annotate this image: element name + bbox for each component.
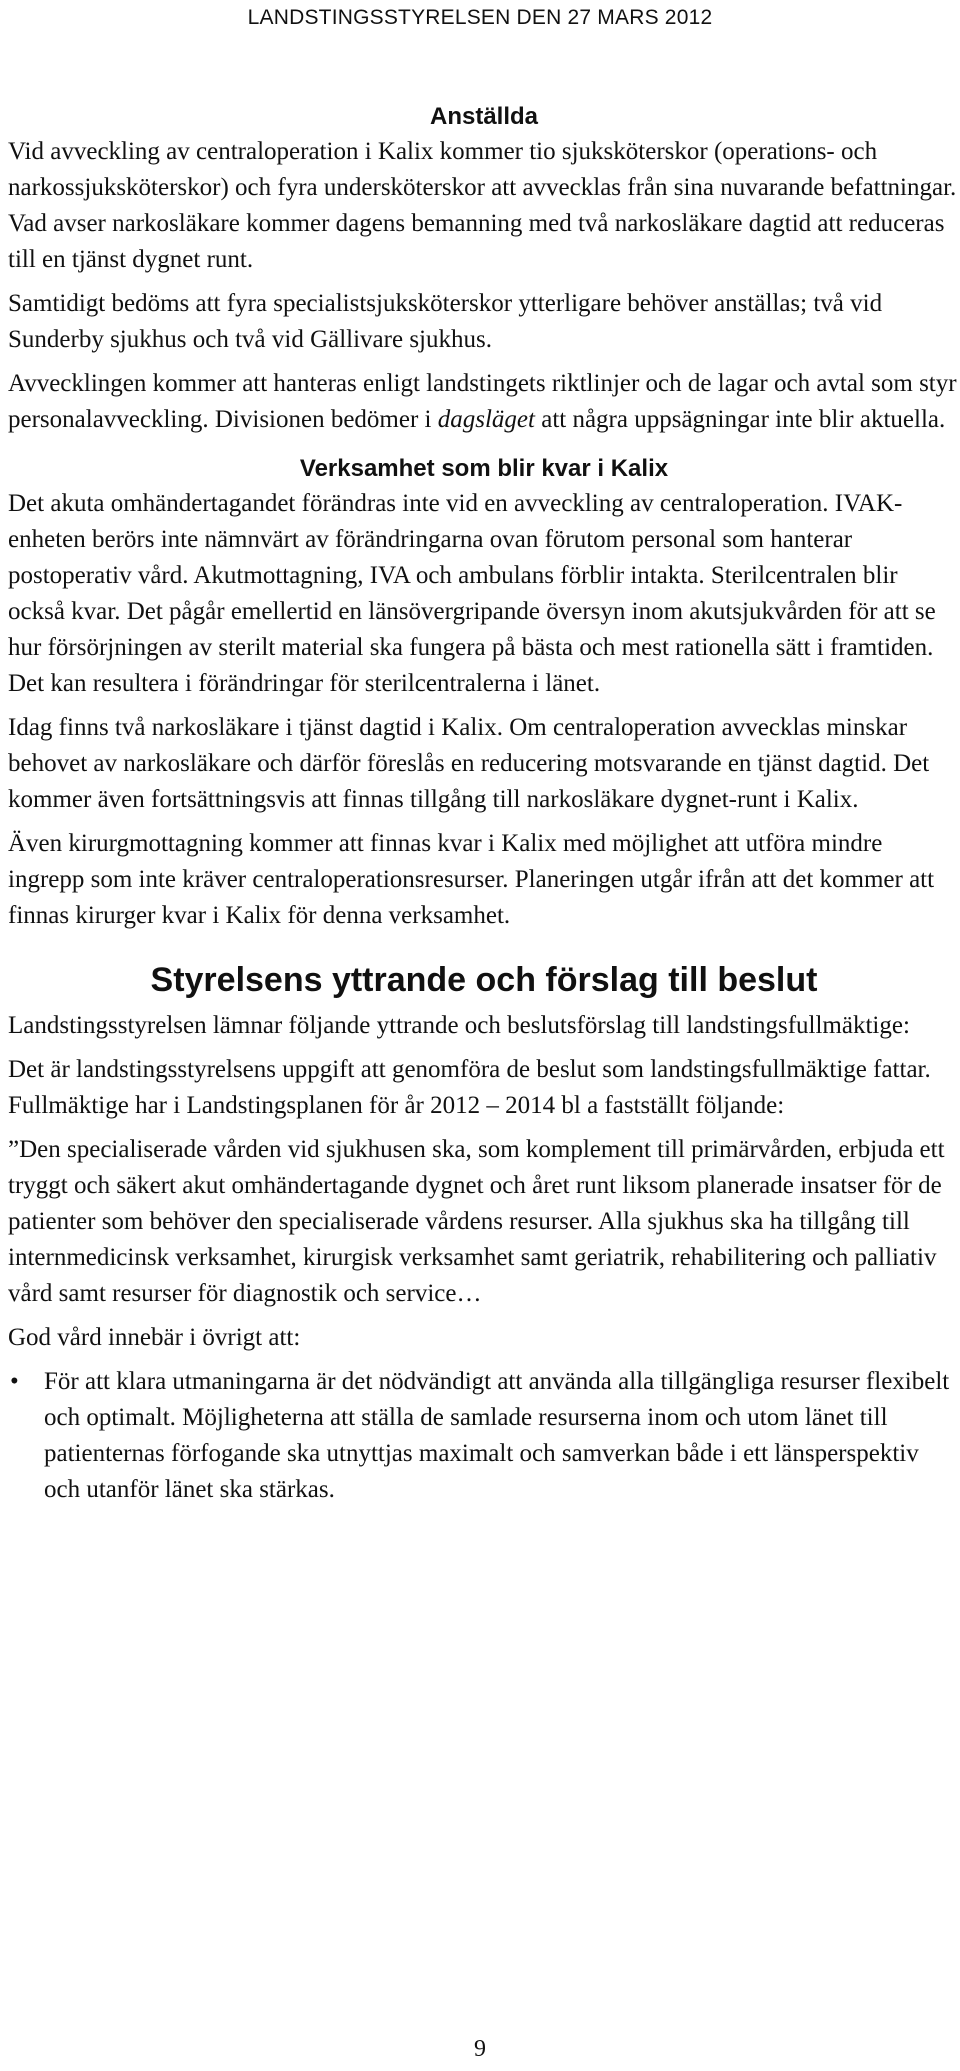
page-header: LANDSTINGSSTYRELSEN DEN 27 MARS 2012	[247, 6, 713, 29]
quote-paragraph: ”Den specialiserade vården vid sjukhusen ska, som komplement till primärvården, erbjuda ett tryggt och säkert akut omhändertagande dygnet och året runt liksom planerade insatser för de patienter som behöver den specialiserade vårdens resurser. Alla sjukhus ska ha tillgång till internmedicinsk verksamhet, kirurgisk verksamhet samt geriatrik, rehabilitering och palliativ vård samt resurser för diagnostik och service…	[8, 1136, 945, 1307]
paragraph: Vid avveckling av centraloperation i Kalix kommer tio sjuksköterskor (operations- och narkossjuksköterskor) och fyra undersköterskor att avvecklas från sina nuvarande befattningar. Vad avser narkosläkare kommer dagens bemanning med två narkosläkare dagtid att reduceras till en tjänst dygnet runt.	[8, 138, 957, 273]
paragraph: Även kirurgmottagning kommer att finnas kvar i Kalix med möjlighet att utföra mindre ingrepp som inte kräver centraloperationsresurser. Planeringen utgår ifrån att det kommer att finnas kirurger kvar i Kalix för denna verksamhet.	[8, 830, 935, 929]
text-run: att några uppsägningar inte blir aktuella.	[534, 406, 946, 433]
paragraph: Det är landstingsstyrelsens uppgift att genomföra de beslut som landstingsfullmäktige fattar. Fullmäktige har i Landstingsplanen för år 2012 – 2014 bl a fastställt följande:	[8, 1056, 931, 1119]
paragraph	[8, 366, 960, 438]
paragraph: Samtidigt bedöms att fyra specialistsjuksköterskor ytterligare behöver anställas; två vid Sunderby sjukhus och två vid Gällivare sjukhus.	[8, 290, 883, 353]
section-heading-verksamhet: Verksamhet som blir kvar i Kalix	[299, 455, 669, 482]
list-item	[8, 1364, 960, 1508]
page-number: 9	[474, 2036, 486, 2062]
bullet-icon: •	[10, 1368, 19, 1395]
bullet-list	[8, 1364, 960, 1508]
emphasized-text: dagsläget	[437, 406, 535, 433]
paragraph: God vård innebär i övrigt att:	[8, 1324, 301, 1351]
text-run: Avvecklingen kommer att hanteras enligt landstingets riktlinjer och de lagar och avtal som styr personalavveckling. Divisionen bedömer i	[8, 370, 957, 433]
list-item-text: För att klara utmaningarna är det nödvändigt att använda alla tillgängliga resurser flexibelt och optimalt. Möjligheterna att ställa de samlade resurserna inom och utom länet till patienternas förfogande ska utnyttjas maximalt och samverkan både i ett länsperspektiv och utanför länet ska stärkas.	[44, 1368, 950, 1503]
paragraph: Landstingsstyrelsen lämnar följande yttrande och beslutsförslag till landstingsfullmäktige:	[8, 1012, 910, 1039]
document-body	[8, 100, 960, 1508]
main-heading: Styrelsens yttrande och förslag till beslut	[150, 961, 818, 999]
paragraph: Det akuta omhändertagandet förändras inte vid en avveckling av centraloperation. IVAK-enheten berörs inte nämnvärt av förändringarna ovan förutom personal som hanterar postoperativ vård. Akutmottagning, IVA och ambulans förblir intakta. Sterilcentralen blir också kvar. Det pågår emellertid en länsövergripande översyn inom akutsjukvården för att se hur försörjningen av sterilt material ska fungera på bästa och mest rationella sätt i framtiden. Det kan resultera i förändringar för sterilcentralerna i länet.	[8, 490, 936, 697]
paragraph: Idag finns två narkosläkare i tjänst dagtid i Kalix. Om centraloperation avvecklas minskar behovet av narkosläkare och därför föreslås en reducering motsvarande en tjänst dagtid. Det kommer även fortsättningsvis att finnas tillgång till narkosläkare dygnet-runt i Kalix.	[8, 714, 930, 813]
section-heading-anstallda: Anställda	[429, 103, 539, 130]
